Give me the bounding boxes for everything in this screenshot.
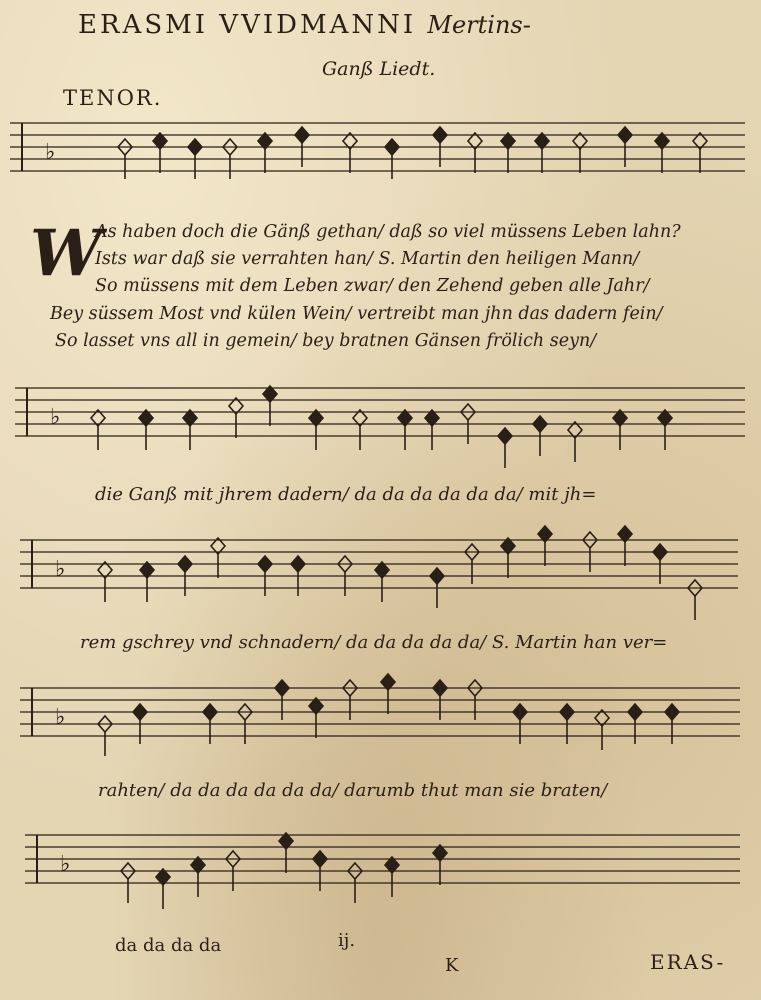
verse-line: So müssens mit dem Leben zwar/ den Zehend geben alle Jahr/ [95,276,650,296]
lyric-line: rahten/ da da da da da da/ darumb thut man sie braten/ [98,780,608,801]
signature-mark: K [445,955,459,976]
note-head [178,556,192,572]
note-head [203,704,217,720]
title-script: Mertins- [427,11,531,39]
flat-sign: ♭ [55,705,66,730]
note-head [275,680,289,696]
flat-sign: ♭ [50,405,61,430]
repeat-mark: ij. [338,930,356,951]
drop-cap-initial: W [30,216,102,291]
note-head [258,556,272,572]
note-head [533,416,547,432]
lyric-line: rem gschrey vnd schnadern/ da da da da da/ S. Martin han ver= [80,632,668,653]
note-head [433,127,447,143]
verse-line: Bey süssem Most vnd külen Wein/ vertreibt man jhn das dadern fein/ [50,304,663,324]
staff-2 [15,386,745,468]
note-head [133,704,147,720]
lyric-ending: da da da da [115,935,222,956]
verse-line: Ists war daß sie verrahten han/ S. Martin den heiligen Mann/ [95,249,640,269]
flat-sign: ♭ [60,852,71,877]
note-head [291,556,305,572]
note-head [430,568,444,584]
note-head [385,139,399,155]
note-head [498,428,512,444]
flat-sign: ♭ [55,557,66,582]
note-head [513,704,527,720]
page-subtitle: Ganß Liedt. [322,58,436,80]
note-head [560,704,574,720]
note-head [628,704,642,720]
lyric-line: die Ganß mit jhrem dadern/ da da da da da da/ mit jh= [95,484,597,505]
note-head [618,127,632,143]
title-main: ERASMI VVIDMANNI [78,10,417,40]
note-head [313,851,327,867]
note-head [665,704,679,720]
note-head [653,544,667,560]
note-head [188,139,202,155]
flat-sign: ♭ [45,140,56,165]
staff-5 [25,833,740,909]
verse-line: So lasset vns all in gemein/ bey bratnen Gänsen frölich seyn/ [55,331,597,351]
voice-part-label: TENOR. [63,86,163,110]
staff-1 [10,123,745,179]
staff-4 [20,674,740,756]
staff-3 [20,526,738,620]
verse-line: As haben doch die Gänß gethan/ daß so viel müssens Leben lahn? [95,222,681,242]
catchword: ERAS- [650,950,726,974]
note-head [433,680,447,696]
note-head [295,127,309,143]
